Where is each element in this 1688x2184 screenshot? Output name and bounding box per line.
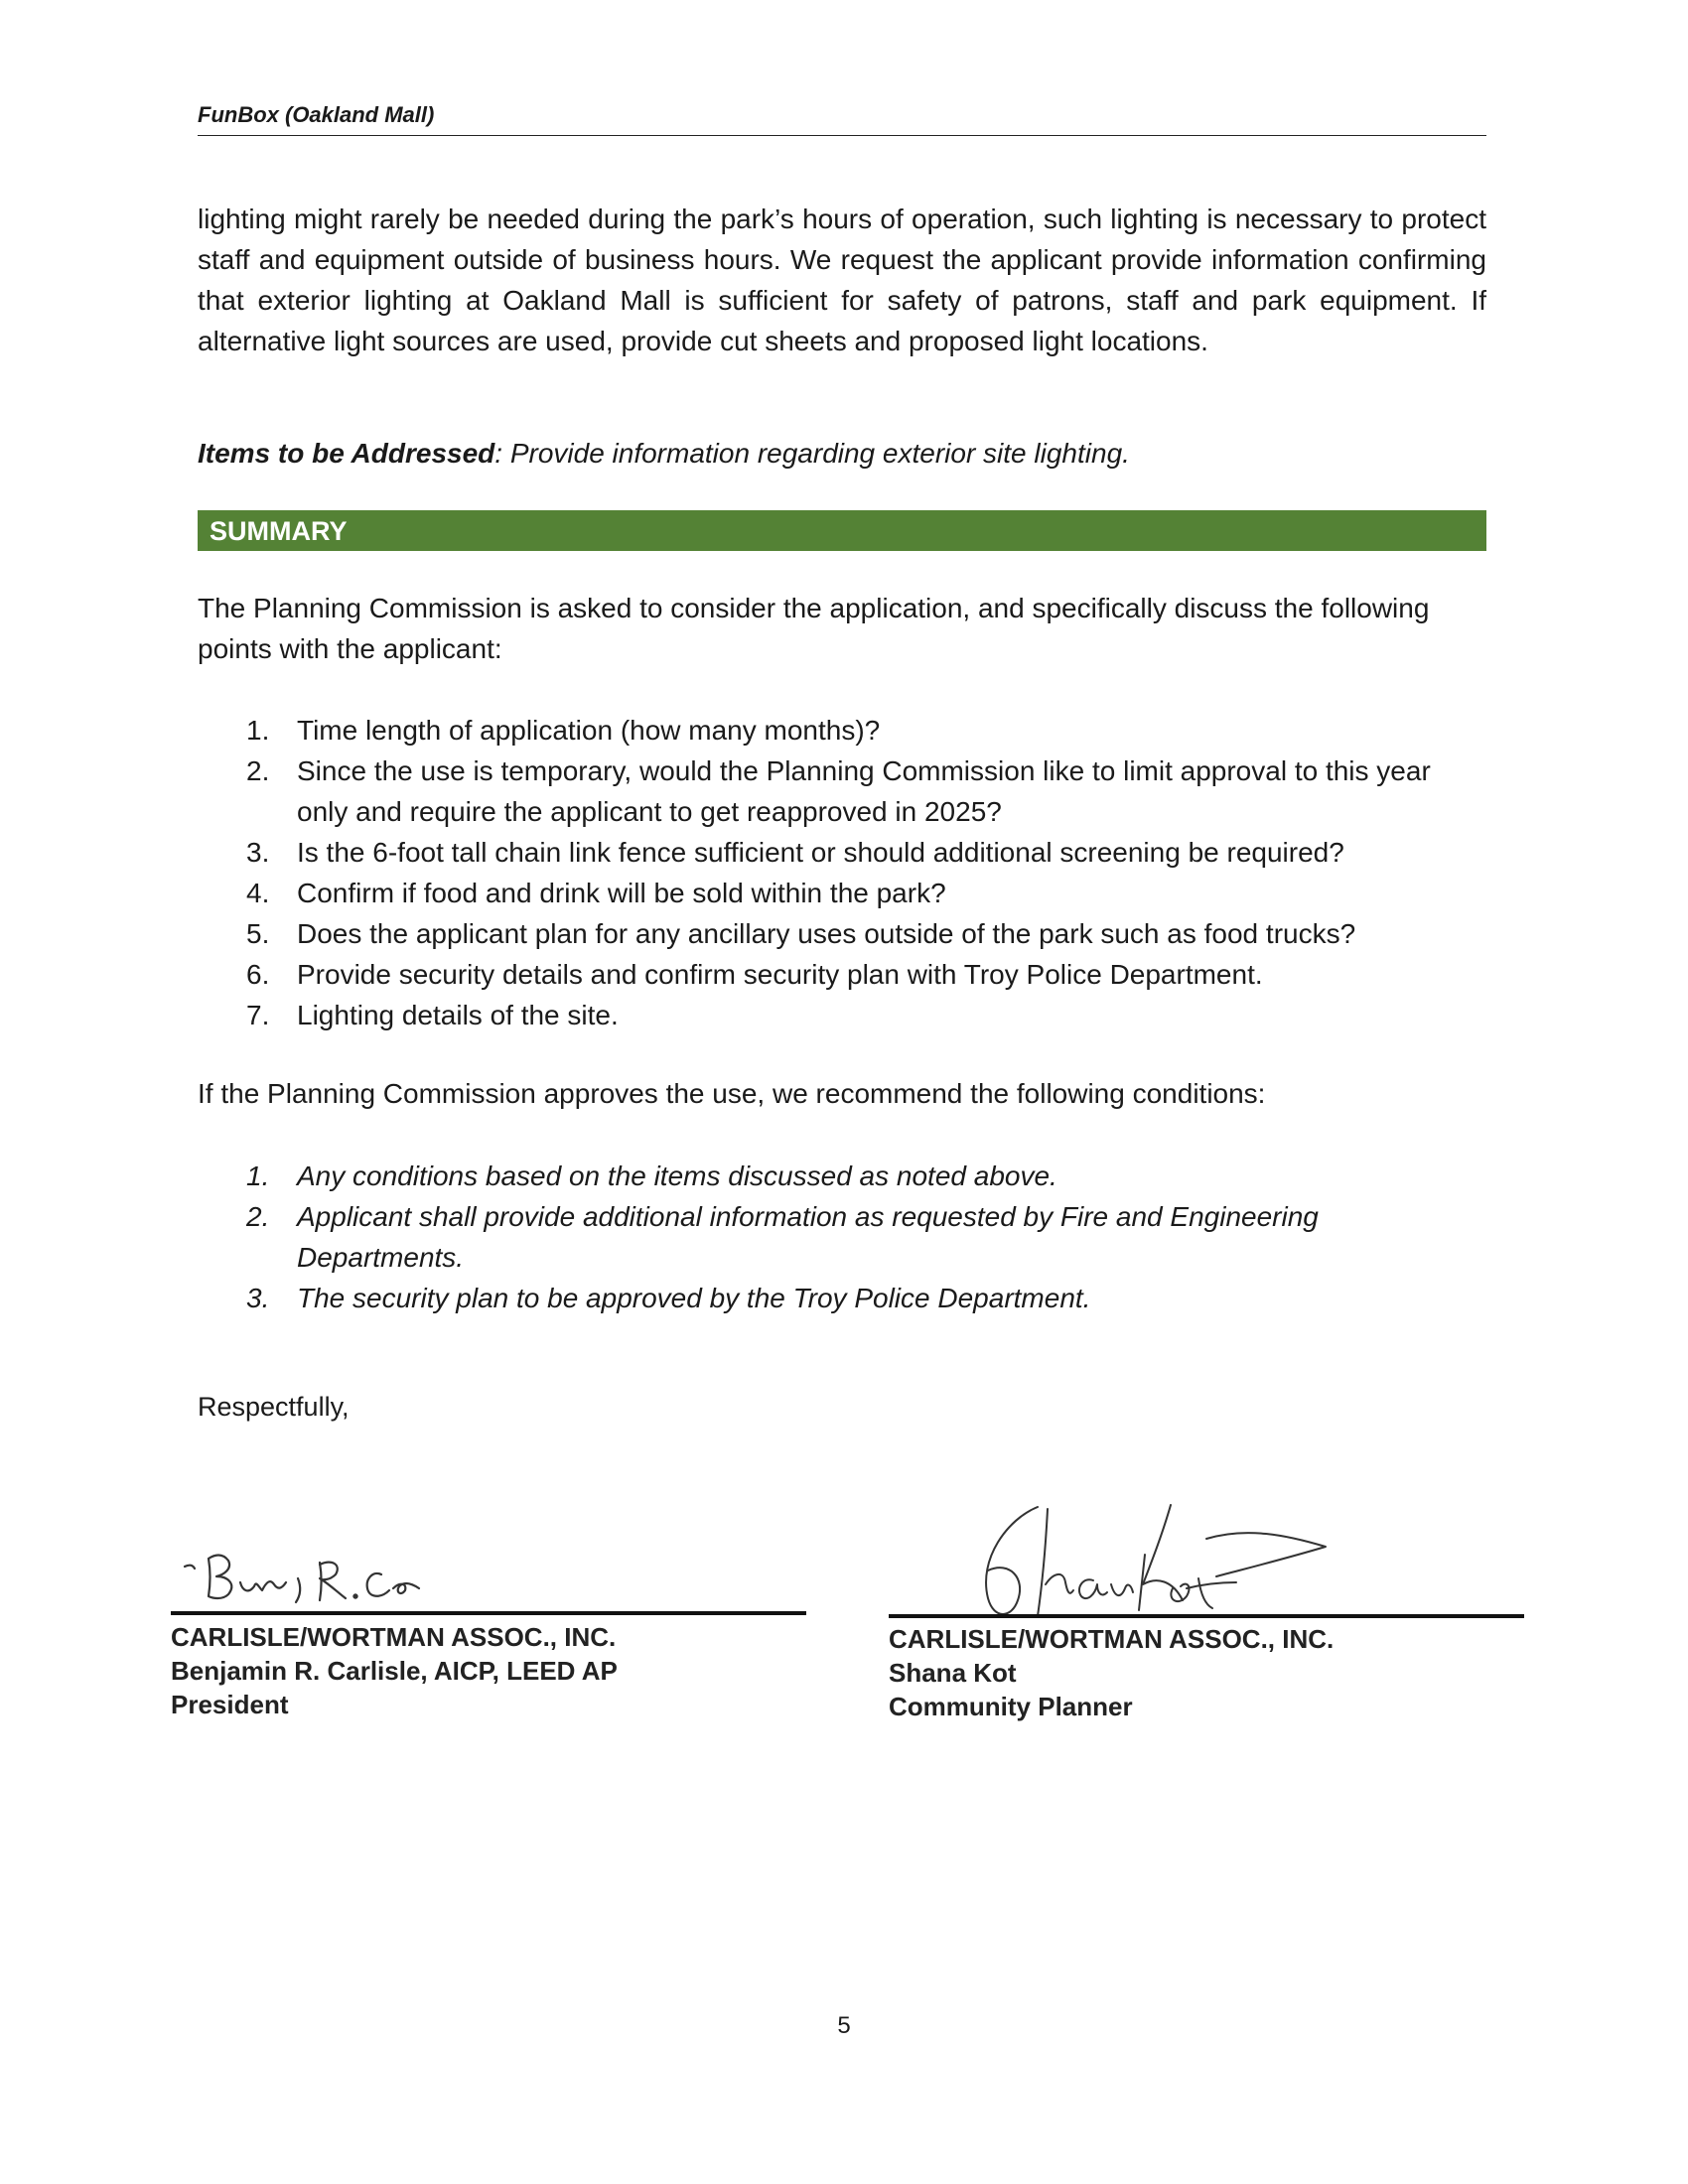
discussion-points-list	[198, 710, 1486, 1035]
signature-title: Community Planner	[889, 1692, 1133, 1721]
list-item-text: Provide security details and confirm security plan with Troy Police Department.	[297, 959, 1263, 990]
list-item	[198, 1278, 1486, 1318]
summary-heading: SUMMARY	[210, 516, 348, 546]
list-item	[198, 1156, 1486, 1196]
signature-title: President	[171, 1690, 289, 1719]
handwritten-signature-carlisle	[171, 1539, 806, 1618]
list-item	[198, 873, 1486, 913]
signature-line	[171, 1611, 806, 1615]
list-item-number: 7.	[246, 1000, 270, 1030]
closing-salutation: Respectfully,	[198, 1392, 350, 1422]
list-item-text: The security plan to be approved by the Troy Police Department.	[297, 1283, 1091, 1313]
list-item	[198, 1196, 1486, 1278]
list-item-number: 1.	[246, 1160, 270, 1191]
summary-intro: The Planning Commission is asked to consider the application, and specifically discuss the following points with the applicant:	[198, 593, 1430, 664]
list-item	[198, 954, 1486, 995]
list-item-text: Any conditions based on the items discussed as noted above.	[297, 1160, 1057, 1191]
conditions-intro: If the Planning Commission approves the use, we recommend the following conditions:	[198, 1078, 1266, 1109]
signature-details	[889, 1622, 1334, 1723]
list-item-number: 6.	[246, 959, 270, 990]
page-number: 5	[837, 2012, 851, 2039]
list-item-text: Lighting details of the site.	[297, 1000, 619, 1030]
signature-block-kot	[889, 1489, 1524, 1721]
list-item-number: 4.	[246, 878, 270, 908]
list-item-number: 2.	[246, 755, 270, 786]
list-item-text: Is the 6-foot tall chain link fence sufficient or should additional screening be required?	[297, 837, 1344, 868]
signature-firm: CARLISLE/WORTMAN ASSOC., INC.	[171, 1622, 617, 1652]
list-item-text: Time length of application (how many months)?	[297, 715, 881, 746]
list-item-number: 3.	[246, 1283, 270, 1313]
lighting-paragraph: lighting might rarely be needed during the park’s hours of operation, such lighting is necessary to protect staff and equipment outside of business hours. We request the applicant provide information confirming that exterior lighting at Oakland Mall is sufficient for safety of patrons, staff and park equipment. If alternative light sources are used, provide cut sheets and proposed light locations.	[198, 204, 1486, 356]
list-item-number: 2.	[246, 1201, 270, 1232]
list-item-number: 5.	[246, 918, 270, 949]
list-item	[198, 710, 1486, 751]
page-header	[198, 101, 1486, 136]
items-to-address-text: : Provide information regarding exterior site lighting.	[494, 438, 1130, 469]
signature-block-carlisle	[171, 1539, 806, 1737]
items-to-address-label: Items to be Addressed	[198, 438, 495, 469]
list-item-text: Applicant shall provide additional information as requested by Fire and Engineering Departments.	[297, 1201, 1319, 1273]
signature-name: Shana Kot	[889, 1658, 1017, 1688]
list-item-text: Does the applicant plan for any ancillary uses outside of the park such as food trucks?	[297, 918, 1356, 949]
items-to-address	[198, 433, 1486, 474]
signature-name: Benjamin R. Carlisle, AICP, LEED AP	[171, 1656, 618, 1686]
signature-line	[889, 1614, 1524, 1618]
list-item-text: Since the use is temporary, would the Planning Commission like to limit approval to this year only and require the applicant to get reapproved in 2025?	[297, 755, 1431, 827]
list-item	[198, 913, 1486, 954]
header-title: FunBox (Oakland Mall)	[198, 102, 435, 127]
list-item-number: 1.	[246, 715, 270, 746]
list-item-number: 3.	[246, 837, 270, 868]
list-item	[198, 995, 1486, 1035]
list-item-text: Confirm if food and drink will be sold within the park?	[297, 878, 946, 908]
summary-heading-bar	[198, 510, 1486, 551]
signature-firm: CARLISLE/WORTMAN ASSOC., INC.	[889, 1624, 1335, 1654]
list-item	[198, 832, 1486, 873]
signature-details	[171, 1620, 618, 1721]
conditions-list	[198, 1156, 1486, 1318]
list-item	[198, 751, 1486, 832]
